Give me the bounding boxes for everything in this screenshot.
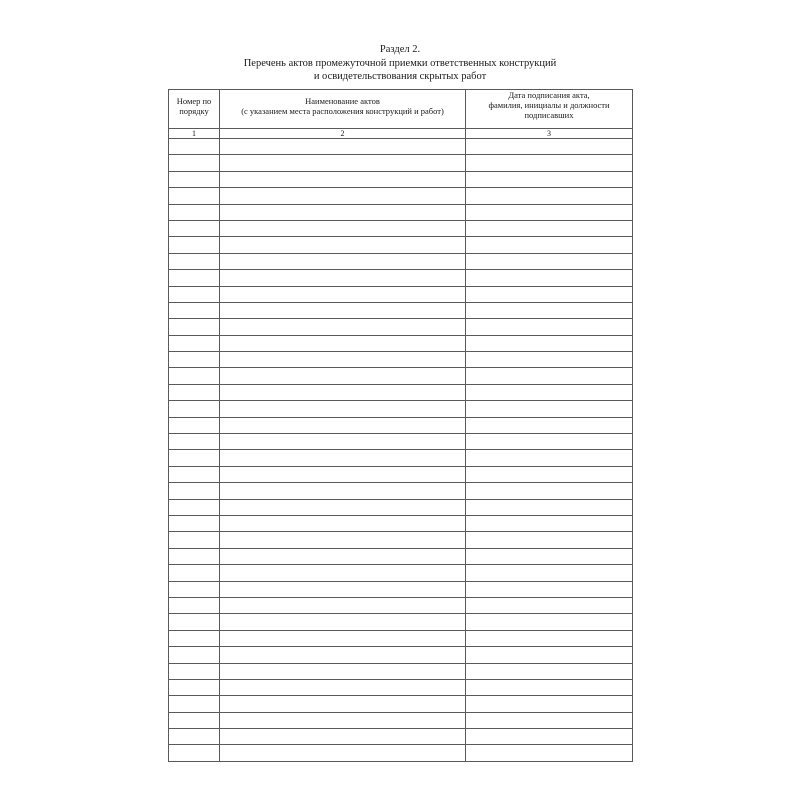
number-cell[interactable] — [169, 139, 220, 155]
signing-date-cell[interactable] — [466, 188, 633, 204]
act-name-cell[interactable] — [220, 171, 466, 187]
signing-date-cell[interactable] — [466, 565, 633, 581]
section-subtitle-line-2: и освидетельствования скрытых работ — [313, 71, 487, 82]
table-row — [169, 335, 633, 351]
table-row — [169, 515, 633, 531]
table-row — [169, 565, 633, 581]
table-row — [169, 614, 633, 630]
number-cell[interactable] — [169, 499, 220, 515]
signing-date-cell[interactable] — [466, 729, 633, 745]
number-cell[interactable] — [169, 237, 220, 253]
number-cell[interactable] — [169, 319, 220, 335]
column-header-act-name-line-1: Наименование актов — [305, 96, 380, 106]
column-header-number-line-1: Номер по — [176, 96, 212, 106]
act-name-cell[interactable] — [220, 712, 466, 728]
number-cell[interactable] — [169, 401, 220, 417]
act-name-cell[interactable] — [220, 204, 466, 220]
table-row — [169, 630, 633, 646]
act-name-cell[interactable] — [220, 335, 466, 351]
table-row — [169, 352, 633, 368]
section-subtitle-line-1: Перечень актов промежуточной приемки ответственных конструкций — [243, 57, 557, 69]
table-row — [169, 548, 633, 564]
act-name-cell[interactable] — [220, 139, 466, 155]
number-cell[interactable] — [169, 302, 220, 318]
act-name-cell[interactable] — [220, 663, 466, 679]
column-header-signing-date — [466, 90, 633, 129]
number-cell[interactable] — [169, 155, 220, 171]
number-cell[interactable] — [169, 450, 220, 466]
act-name-cell[interactable] — [220, 630, 466, 646]
act-name-cell[interactable] — [220, 679, 466, 695]
act-name-cell[interactable] — [220, 270, 466, 286]
number-cell[interactable] — [169, 335, 220, 351]
column-header-act-name — [220, 90, 466, 129]
act-name-cell[interactable] — [220, 466, 466, 482]
act-name-cell[interactable] — [220, 417, 466, 433]
signing-date-cell[interactable] — [466, 286, 633, 302]
signing-date-cell[interactable] — [466, 712, 633, 728]
number-cell[interactable] — [169, 515, 220, 531]
signing-date-cell[interactable] — [466, 483, 633, 499]
table-row — [169, 384, 633, 400]
column-header-number — [169, 90, 220, 129]
act-name-cell[interactable] — [220, 286, 466, 302]
table-row — [169, 499, 633, 515]
act-name-cell[interactable] — [220, 614, 466, 630]
signing-date-cell[interactable] — [466, 220, 633, 236]
table-row — [169, 188, 633, 204]
table-row — [169, 253, 633, 269]
signing-date-cell[interactable] — [466, 597, 633, 613]
act-name-cell[interactable] — [220, 696, 466, 712]
act-name-cell[interactable] — [220, 597, 466, 613]
act-name-cell[interactable] — [220, 352, 466, 368]
number-cell[interactable] — [169, 565, 220, 581]
signing-date-cell[interactable] — [466, 171, 633, 187]
number-cell[interactable] — [169, 352, 220, 368]
number-cell[interactable] — [169, 188, 220, 204]
table-row — [169, 139, 633, 155]
act-name-cell[interactable] — [220, 384, 466, 400]
table-row — [169, 647, 633, 663]
act-name-cell[interactable] — [220, 499, 466, 515]
signing-date-cell[interactable] — [466, 335, 633, 351]
signing-date-cell[interactable] — [466, 466, 633, 482]
act-name-cell[interactable] — [220, 483, 466, 499]
signing-date-cell[interactable] — [466, 548, 633, 564]
act-name-cell[interactable] — [220, 745, 466, 761]
act-name-cell[interactable] — [220, 319, 466, 335]
table-row — [169, 434, 633, 450]
table-row — [169, 466, 633, 482]
table-row — [169, 204, 633, 220]
number-cell[interactable] — [169, 696, 220, 712]
signing-date-cell[interactable] — [466, 647, 633, 663]
number-cell[interactable] — [169, 614, 220, 630]
signing-date-cell[interactable] — [466, 270, 633, 286]
signing-date-cell[interactable] — [466, 417, 633, 433]
signing-date-cell[interactable] — [466, 302, 633, 318]
table-row — [169, 532, 633, 548]
signing-date-cell[interactable] — [466, 204, 633, 220]
signing-date-cell[interactable] — [466, 237, 633, 253]
acts-register-table — [168, 89, 633, 762]
number-cell[interactable] — [169, 270, 220, 286]
table-row — [169, 729, 633, 745]
table-row — [169, 368, 633, 384]
number-cell[interactable] — [169, 204, 220, 220]
number-cell[interactable] — [169, 434, 220, 450]
table-row — [169, 220, 633, 236]
column-header-act-name-line-2: (с указанием места расположения конструкций и работ) — [241, 106, 444, 116]
table-row — [169, 286, 633, 302]
signing-date-cell[interactable] — [466, 663, 633, 679]
act-name-cell[interactable] — [220, 532, 466, 548]
act-name-cell[interactable] — [220, 302, 466, 318]
number-cell[interactable] — [169, 630, 220, 646]
table-row — [169, 581, 633, 597]
signing-date-cell[interactable] — [466, 155, 633, 171]
number-cell[interactable] — [169, 663, 220, 679]
signing-date-cell[interactable] — [466, 368, 633, 384]
number-cell[interactable] — [169, 483, 220, 499]
table-row — [169, 319, 633, 335]
number-cell[interactable] — [169, 548, 220, 564]
act-name-cell[interactable] — [220, 729, 466, 745]
act-name-cell[interactable] — [220, 155, 466, 171]
number-cell[interactable] — [169, 171, 220, 187]
act-name-cell[interactable] — [220, 647, 466, 663]
table-header-row — [169, 90, 633, 129]
number-cell[interactable] — [169, 417, 220, 433]
signing-date-cell[interactable] — [466, 745, 633, 761]
act-name-cell[interactable] — [220, 253, 466, 269]
act-name-cell[interactable] — [220, 237, 466, 253]
signing-date-cell[interactable] — [466, 515, 633, 531]
act-name-cell[interactable] — [220, 548, 466, 564]
table-row — [169, 237, 633, 253]
table-row — [169, 597, 633, 613]
signing-date-cell[interactable] — [466, 352, 633, 368]
section-heading — [168, 43, 632, 84]
column-header-number-line-2: порядку — [179, 106, 209, 116]
column-number-2: 2 — [220, 129, 466, 139]
signing-date-cell[interactable] — [466, 319, 633, 335]
number-cell[interactable] — [169, 729, 220, 745]
signing-date-cell[interactable] — [466, 696, 633, 712]
act-name-cell[interactable] — [220, 450, 466, 466]
signing-date-cell[interactable] — [466, 630, 633, 646]
table-row — [169, 302, 633, 318]
column-number-row — [169, 129, 633, 139]
number-cell[interactable] — [169, 368, 220, 384]
act-name-cell[interactable] — [220, 188, 466, 204]
table-row — [169, 155, 633, 171]
act-name-cell[interactable] — [220, 515, 466, 531]
number-cell[interactable] — [169, 253, 220, 269]
table-row — [169, 712, 633, 728]
column-header-signing-date-line-2: фамилия, инициалы и должности — [488, 100, 610, 110]
number-cell[interactable] — [169, 597, 220, 613]
number-cell[interactable] — [169, 286, 220, 302]
act-name-cell[interactable] — [220, 581, 466, 597]
signing-date-cell[interactable] — [466, 581, 633, 597]
table-row — [169, 745, 633, 761]
act-name-cell[interactable] — [220, 220, 466, 236]
number-cell[interactable] — [169, 647, 220, 663]
column-number-3: 3 — [466, 129, 633, 139]
signing-date-cell[interactable] — [466, 434, 633, 450]
number-cell[interactable] — [169, 712, 220, 728]
act-name-cell[interactable] — [220, 401, 466, 417]
table-row — [169, 401, 633, 417]
signing-date-cell[interactable] — [466, 679, 633, 695]
signing-date-cell[interactable] — [466, 401, 633, 417]
signing-date-cell[interactable] — [466, 253, 633, 269]
signing-date-cell[interactable] — [466, 499, 633, 515]
table-row — [169, 663, 633, 679]
number-cell[interactable] — [169, 384, 220, 400]
number-cell[interactable] — [169, 220, 220, 236]
signing-date-cell[interactable] — [466, 614, 633, 630]
table-row — [169, 171, 633, 187]
table-row — [169, 679, 633, 695]
signing-date-cell[interactable] — [466, 384, 633, 400]
column-number-1: 1 — [169, 129, 220, 139]
column-header-signing-date-line-3: подписавших — [524, 110, 574, 120]
signing-date-cell[interactable] — [466, 532, 633, 548]
act-name-cell[interactable] — [220, 565, 466, 581]
signing-date-cell[interactable] — [466, 139, 633, 155]
number-cell[interactable] — [169, 466, 220, 482]
number-cell[interactable] — [169, 532, 220, 548]
section-title: Раздел 2. — [379, 44, 421, 55]
table-row — [169, 270, 633, 286]
act-name-cell[interactable] — [220, 434, 466, 450]
table-row — [169, 483, 633, 499]
table-row — [169, 450, 633, 466]
number-cell[interactable] — [169, 679, 220, 695]
number-cell[interactable] — [169, 581, 220, 597]
signing-date-cell[interactable] — [466, 450, 633, 466]
table-row — [169, 417, 633, 433]
column-header-signing-date-line-1: Дата подписания акта, — [508, 90, 590, 100]
act-name-cell[interactable] — [220, 368, 466, 384]
number-cell[interactable] — [169, 745, 220, 761]
table-row — [169, 696, 633, 712]
